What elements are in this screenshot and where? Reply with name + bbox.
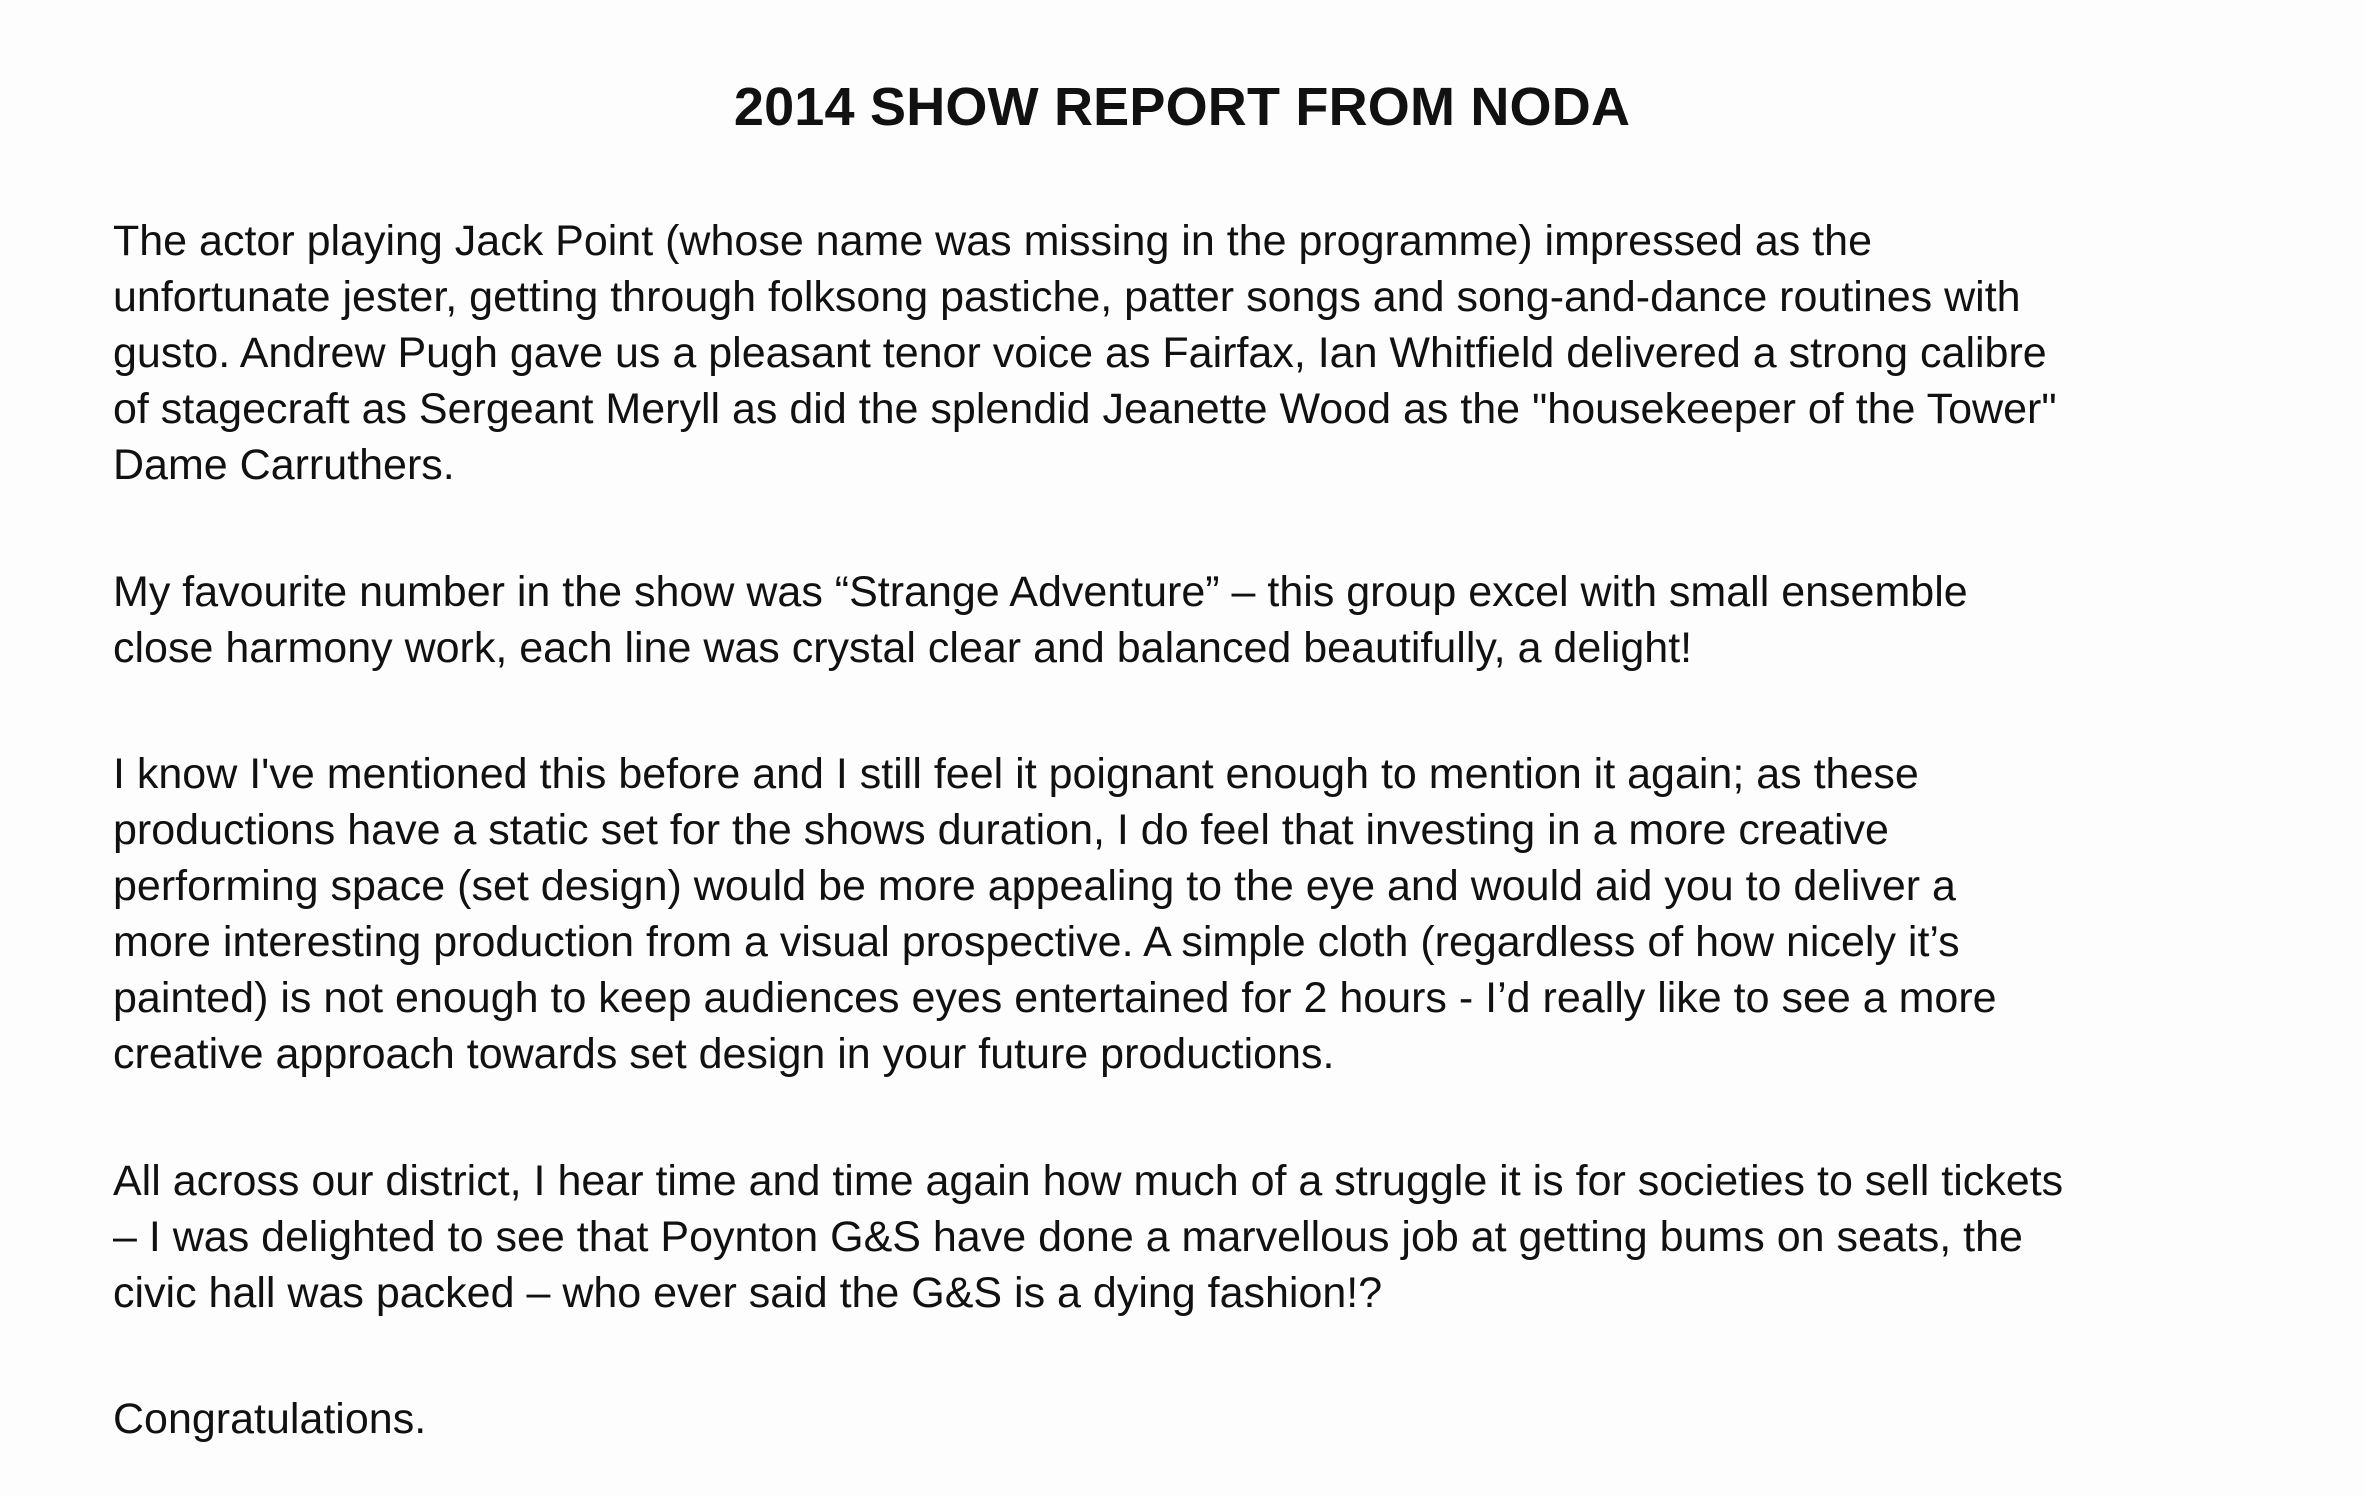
text-line: performing space (set design) would be more appealing to the eye and would aid you to deliver a [113,862,1956,910]
paragraph-set-design [113,746,1997,1082]
report-title: 2014 SHOW REPORT FROM NODA [733,77,1631,137]
text-line: civic hall was packed – who ever said the G&S is a dying fashion!? [113,1269,1383,1317]
text-line: The actor playing Jack Point (whose name was missing in the programme) impressed as the [113,217,1872,265]
text-line: Dame Carruthers. [113,441,455,489]
paragraph-favourite-number [113,564,1968,676]
text-line: productions have a static set for the shows duration, I do feel that investing in a more creative [113,806,1889,854]
text-line: unfortunate jester, getting through folksong pastiche, patter songs and song-and-dance routines with [113,273,2021,321]
text-line: My favourite number in the show was “Strange Adventure” – this group excel with small ensemble [113,568,1968,616]
text-line: of stagecraft as Sergeant Meryll as did the splendid Jeanette Wood as the "housekeeper of the Tower" [113,385,2057,433]
paragraph-closing [113,1391,426,1447]
text-line: All across our district, I hear time and time again how much of a struggle it is for societies to sell tickets [113,1157,2064,1205]
text-line: more interesting production from a visual prospective. A simple cloth (regardless of how nicely it’s [113,918,1960,966]
text-line: painted) is not enough to keep audiences eyes entertained for 2 hours - I’d really like to see a more [113,974,1997,1022]
text-line: I know I've mentioned this before and I still feel it poignant enough to mention it again; as these [113,750,1919,798]
text-line: creative approach towards set design in your future productions. [113,1030,1335,1078]
paragraph-ticket-sales [113,1153,2063,1321]
text-line: gusto. Andrew Pugh gave us a pleasant tenor voice as Fairfax, Ian Whitfield delivered a strong calibre [113,329,2047,377]
text-line: Congratulations. [113,1395,427,1443]
text-line: close harmony work, each line was crystal clear and balanced beautifully, a delight! [113,624,1693,672]
paragraph-cast-review [113,213,2057,493]
text-line: – I was delighted to see that Poynton G&S have done a marvellous job at getting bums on seats, the [113,1213,2023,1261]
